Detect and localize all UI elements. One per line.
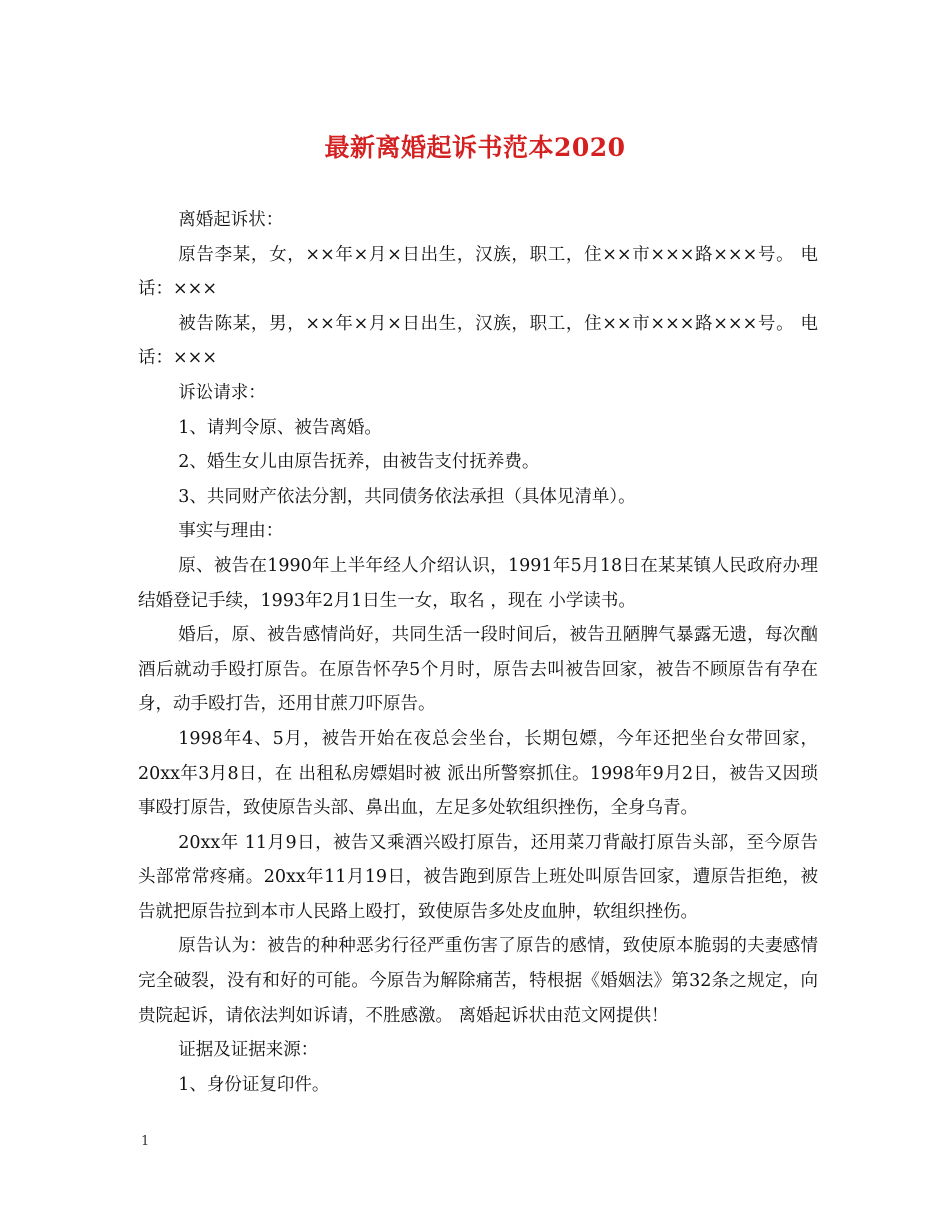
paragraph: 被告陈某，男，××年×月×日出生，汉族，职工，住××市×××路×××号。 电话：××× [138,313,818,369]
paragraph: 原告李某，女，××年×月×日出生，汉族，职工，住××市×××路×××号。 电话：××× [138,244,818,300]
document-title: 最新离婚起诉书范本2020 [324,133,626,162]
paragraph: 1、请判令原、被告离婚。 [178,417,382,438]
paragraph: 离婚起诉状： [178,210,284,230]
page-number: 1 [141,1134,150,1149]
paragraph: 20xx年 11月9日，被告又乘酒兴殴打原告，还用菜刀背敲打原告头部，至今原告头部常常疼痛。20xx年11月19日，被告跑到原告上班处叫原告回家，遭原告拒绝，被告就把原告拉到本市人民路上殴打，致使原告多处皮血肿，软组织挫伤。 [138,832,818,922]
paragraph: 1998年4、5月，被告开始在夜总会坐台，长期包嫖，今年还把坐台女带回家，20xx年3月8日，在 出租私房嫖娼时被 派出所警察抓住。1998年9月2日，被告又因琐事殴打原告，致使原告头部、鼻出血，左足多处软组织挫伤，全身乌青。 [138,728,818,819]
paragraph: 3、共同财产依法分割，共同债务依法承担（具体见清单）。 [178,486,636,507]
paragraph: 原告认为：被告的种种恶劣行径严重伤害了原告的感情，致使原本脆弱的夫妻感情完全破裂，没有和好的可能。今原告为解除痛苦，特根据《婚姻法》第32条之规定，向贵院起诉，请依法判如诉请，不胜感激。 离婚起诉状由范文网提供！ [138,936,818,1026]
paragraph: 原、被告在1990年上半年经人介绍认识，1991年5月18日在某某镇人民政府办理结婚登记手续，1993年2月1日生一女，取名 ，现在 小学读书。 [138,555,818,611]
document-body [138,203,818,1102]
paragraph: 证据及证据来源： [178,1040,319,1061]
paragraph: 婚后，原、被告感情尚好，共同生活一段时间后，被告丑陋脾气暴露无遗，每次酗酒后就动手殴打原告。在原告怀孕5个月时，原告去叫被告回家，被告不顾原告有孕在身，动手殴打告，还用甘蔗刀吓原告。 [138,625,818,715]
paragraph: 1、身份证复印件。 [178,1074,330,1095]
paragraph: 2、婚生女儿由原告抚养，由被告支付抚养费。 [178,452,540,473]
paragraph: 事实与理由： [178,521,284,542]
paragraph: 诉讼请求： [178,382,266,403]
